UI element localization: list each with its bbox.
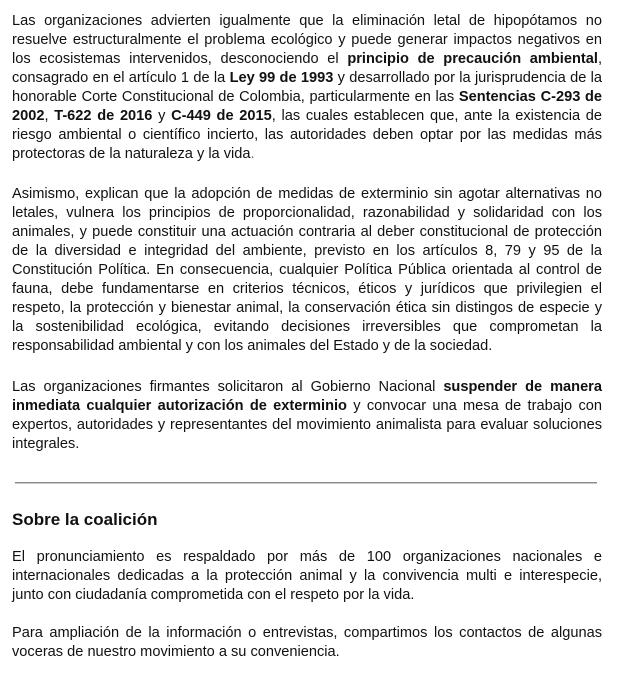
paragraph-extermination-measures: Asimismo, explican que la adopción de medidas de exterminio sin agotar alternativas no letales, vulnera los principios de proporcionalidad, razonabilidad y solidaridad con los animales, y puede constituir una actuación contraria al deber constitucional de protección de la diversidad e integridad del ambiente, previsto en los artículos 8, 79 y 95 de la Constitución Política. En consecuencia, cualquier Política Pública orientada al control de fauna, debe fundamentarse en criterios técnicos, éticos y jurídicos que privilegien el respeto, la protección y bienestar animal, la conservación ética sin distingos de especie y la sostenibilidad ecológica, evitando decisiones irreversibles que comprometan la responsabilidad ambiental y con los animales del Estado y de la sociedad.	[12, 186, 602, 354]
paragraph-coalition-support: El pronunciamiento es respaldado por más de 100 organizaciones nacionales e internacionales dedicadas a la protección animal y la convivencia multi e interespecie, junto con ciudadanía comprometida con el respeto por la vida.	[12, 549, 602, 603]
bold-sentence-c293: Sentencias C-293 de 2002	[12, 89, 602, 124]
bold-law: Ley 99 de 1993	[229, 70, 334, 86]
text-run: y	[152, 108, 172, 124]
text-run: Las organizaciones firmantes solicitaron al Gobierno Nacional	[12, 379, 444, 395]
text-run: y convocar una mesa de trabajo con expertos, autoridades y representantes del movimiento animalista para evaluar soluciones integrales.	[12, 398, 602, 452]
text-run: Las organizaciones advierten igualmente que la eliminación letal de hipopótamos no resuelve estructuralmente el problema ecológico y puede generar impactos negativos en los ecosistemas intervenidos, desconociendo el	[12, 13, 602, 67]
paragraph-precaution-principle	[12, 12, 602, 164]
bold-sentence-c449: C-449 de 2015	[171, 108, 272, 124]
text-run: ,	[44, 108, 55, 124]
bold-sentence-t622: T-622 de 2016	[54, 108, 153, 124]
paragraph-request	[12, 378, 602, 454]
period-mark: .	[250, 146, 255, 162]
section-heading-coalition: Sobre la coalición	[12, 510, 158, 529]
text-run: , las cuales establecen que, ante la existencia de riesgo ambiental o científico incierto, las autoridades deben optar por las medidas más protectoras de la naturaleza y la vida	[12, 108, 603, 162]
bold-request: suspender de manera inmediata cualquier autorización de exterminio	[12, 379, 602, 414]
paragraph-contacts: Para ampliación de la información o entrevistas, compartimos los contactos de algunas voceras de nuestro movimiento a su conveniencia.	[12, 625, 602, 660]
text-run: y desarrollado por la jurisprudencia de la honorable Corte Constitucional de Colombia, particularmente en las	[12, 70, 602, 105]
horizontal-divider	[15, 482, 597, 484]
text-run: , consagrado en el artículo 1 de la	[12, 51, 602, 86]
bold-principle: principio de precaución ambiental	[347, 51, 598, 67]
